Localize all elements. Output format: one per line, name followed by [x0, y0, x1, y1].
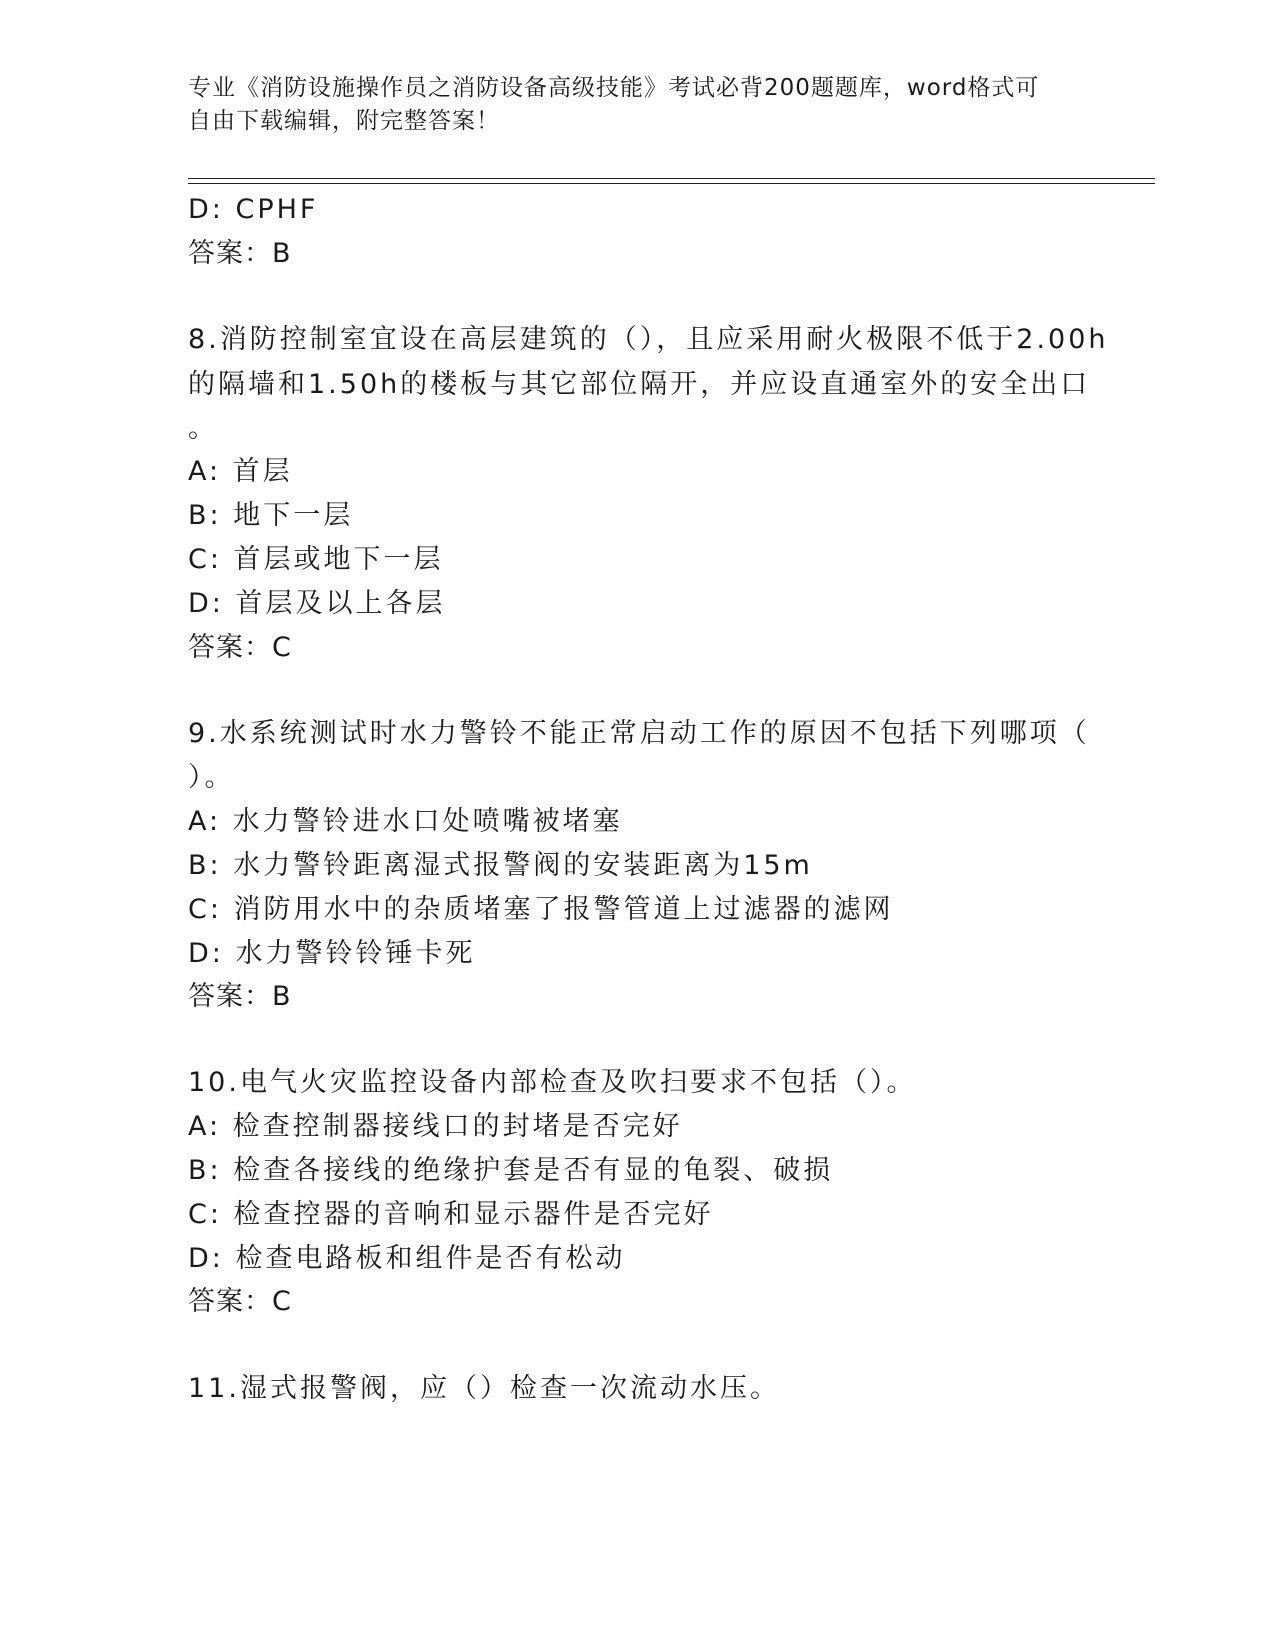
q9-option-b: B: 水力警铃距离湿式报警阀的安装距离为15m	[188, 850, 813, 881]
q8-answer: 答案：C	[188, 632, 292, 663]
q8-option-b: B: 地下一层	[188, 500, 354, 531]
q10-option-a: A: 检查控制器接线口的封堵是否完好	[188, 1111, 683, 1142]
q10-option-c: C: 检查控器的音响和显示器件是否完好	[188, 1199, 714, 1230]
document-header	[188, 72, 1088, 138]
q8-text-line-2: 的隔墙和1.50h的楼板与其它部位隔开，并应设直通室外的安全出口	[188, 369, 1091, 400]
q8-option-c: C: 首层或地下一层	[188, 544, 444, 575]
q10-answer: 答案：C	[188, 1286, 292, 1317]
q9-answer: 答案：B	[188, 981, 292, 1012]
q11-text-line-1: 11.湿式报警阀，应（）检查一次流动水压。	[188, 1373, 780, 1404]
prev-answer: 答案：B	[188, 238, 292, 269]
q10-option-d: D: 检查电路板和组件是否有松动	[188, 1243, 626, 1274]
q9-text-line-1: 9.水系统测试时水力警铃不能正常启动工作的原因不包括下列哪项（	[188, 718, 1090, 749]
q8-option-a: A: 首层	[188, 456, 293, 487]
q8-text-line-3: 。	[188, 413, 218, 444]
q8-option-d: D: 首层及以上各层	[188, 588, 446, 619]
header-line-2: 自由下载编辑，附完整答案！	[188, 108, 500, 134]
header-divider-bottom	[188, 183, 1155, 184]
header-divider-top	[188, 178, 1155, 179]
q9-option-a: A: 水力警铃进水口处喷嘴被堵塞	[188, 806, 623, 837]
q9-option-c: C: 消防用水中的杂质堵塞了报警管道上过滤器的滤网	[188, 894, 894, 925]
q10-option-b: B: 检查各接线的绝缘护套是否有显的龟裂、破损	[188, 1155, 834, 1186]
q8-text-line-1: 8.消防控制室宜设在高层建筑的（），且应采用耐火极限不低于2.00h	[188, 324, 1109, 355]
q9-text-line-2: ）。	[188, 762, 235, 793]
prev-option-d: D: CPHF	[188, 194, 319, 225]
header-line-1: 专业《消防设施操作员之消防设备高级技能》考试必背200题题库，word格式可	[188, 75, 1040, 101]
q10-text-line-1: 10.电气火灾监控设备内部检查及吹扫要求不包括（）。	[188, 1067, 917, 1098]
q9-option-d: D: 水力警铃铃锤卡死	[188, 938, 476, 969]
